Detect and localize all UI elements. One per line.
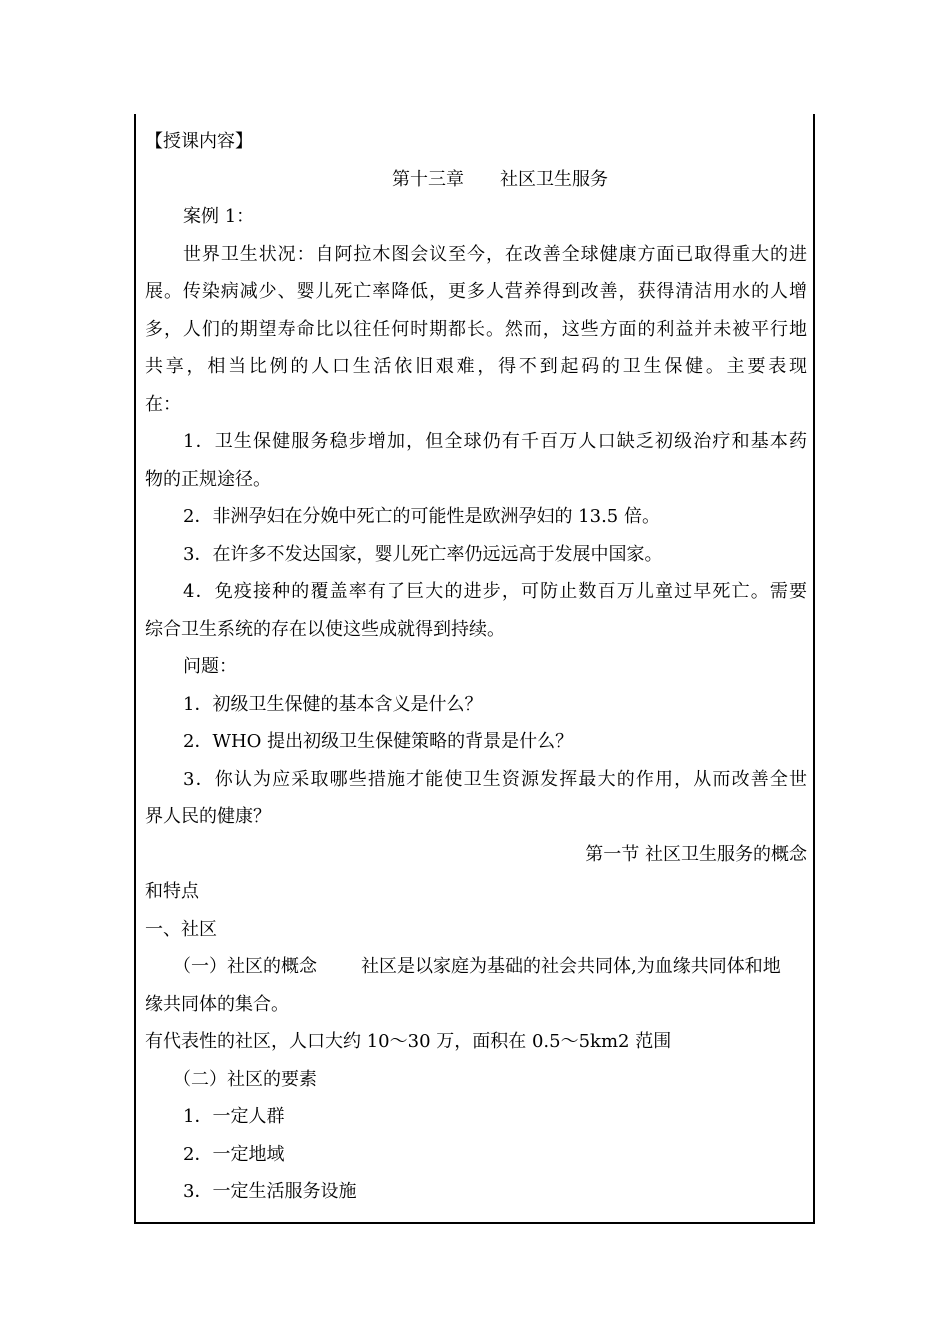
case-point-line: 2．非洲孕妇在分娩中死亡的可能性是欧洲孕妇的 13.5 倍。 <box>183 506 660 527</box>
case-paragraph-line: 在： <box>145 393 181 415</box>
question-item: 1．初级卫生保健的基本含义是什么？ <box>183 693 483 715</box>
case-paragraph-line: 展。传染病减少、婴儿死亡率降低，更多人营养得到改善，获得清洁用水的人增 <box>145 281 807 302</box>
case-paragraph-line: 世界卫生状况：自阿拉木图会议至今，在改善全球健康方面已取得重大的进 <box>183 243 807 265</box>
question-item: 界人民的健康？ <box>145 806 271 827</box>
element-item: 2．一定地域 <box>183 1143 285 1165</box>
concept-text: 社区是以家庭为基础的社会共同体,为血缘共同体和地 <box>361 956 781 977</box>
representative-community: 有代表性的社区，人口大约 10～30 万，面积在 0.5～5km2 范围 <box>145 1031 672 1052</box>
element-item: 1．一定人群 <box>183 1106 285 1127</box>
elements-label: （二）社区的要素 <box>173 1068 317 1090</box>
lesson-content <box>145 123 807 1211</box>
concept-cont: 缘共同体的集合。 <box>145 993 289 1015</box>
section-title-cont: 和特点 <box>145 881 199 902</box>
concept-label: （一）社区的概念 <box>173 956 317 977</box>
question-item: 3．你认为应采取哪些措施才能使卫生资源发挥最大的作用，从而改善全世 <box>183 768 807 790</box>
subheading-community: 一、社区 <box>145 918 217 940</box>
case-point-line: 3．在许多不发达国家，婴儿死亡率仍远远高于发展中国家。 <box>183 543 663 565</box>
element-item: 3．一定生活服务设施 <box>183 1181 357 1202</box>
chapter-title <box>145 161 807 199</box>
case-point-line: 1．卫生保健服务稳步增加，但全球仍有千百万人口缺乏初级治疗和基本药 <box>183 431 807 452</box>
chapter-number: 第十三章 <box>392 168 464 190</box>
case-paragraph-line: 共享，相当比例的人口生活依旧艰难，得不到起码的卫生保健。主要表现 <box>145 356 807 377</box>
case-point-line: 综合卫生系统的存在以使这些成就得到持续。 <box>145 618 505 640</box>
section-title: 第一节 社区卫生服务的概念 <box>585 843 807 865</box>
case-point-line: 4．免疫接种的覆盖率有了巨大的进步，可防止数百万儿童过早死亡。需要 <box>183 581 807 602</box>
chapter-name: 社区卫生服务 <box>500 168 608 190</box>
questions-label: 问题： <box>183 656 237 677</box>
question-item: 2．WHO 提出初级卫生保健策略的背景是什么？ <box>183 731 574 752</box>
case-point-line: 物的正规途径。 <box>145 468 271 490</box>
case-label: 案例 1： <box>183 206 255 227</box>
case-paragraph-line: 多，人们的期望寿命比以往任何时期都长。然而，这些方面的利益并未被平行地 <box>145 318 807 340</box>
content-header: 【授课内容】 <box>145 131 253 152</box>
concept-line <box>145 948 807 986</box>
